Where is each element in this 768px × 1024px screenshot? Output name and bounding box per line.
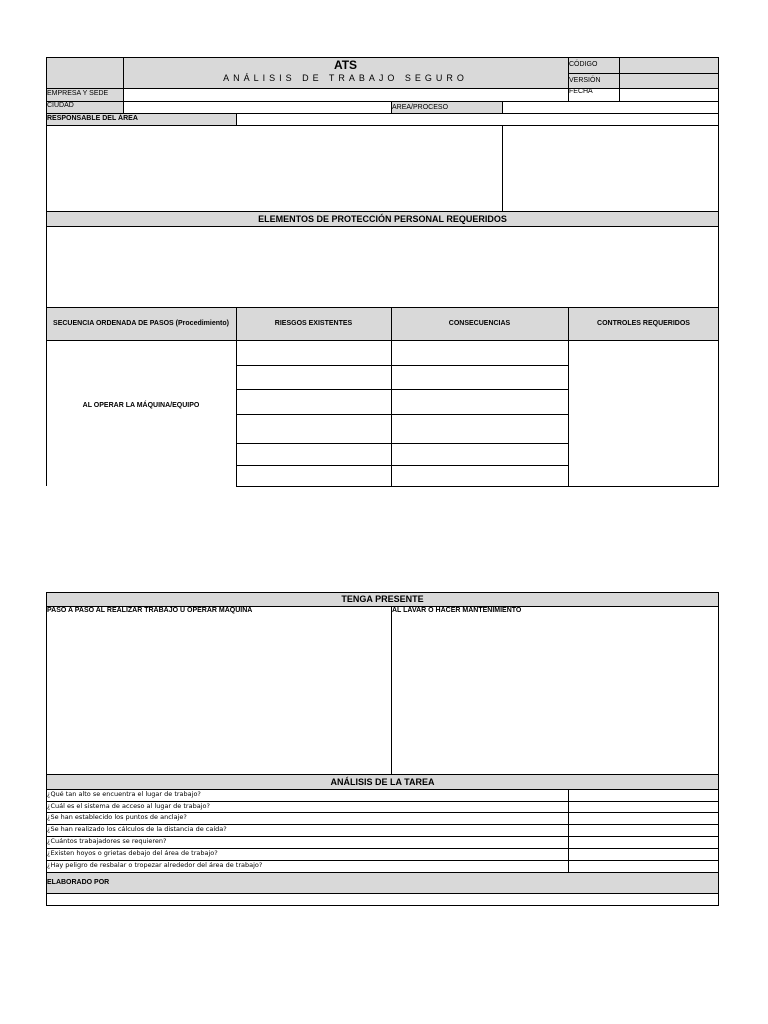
version-label: VERSIÓN — [569, 77, 601, 84]
description-area[interactable] — [47, 126, 502, 211]
answer-field-2[interactable] — [569, 802, 718, 812]
empresa-field[interactable] — [124, 89, 568, 101]
answer-field-6[interactable] — [569, 849, 718, 860]
answer-field-5[interactable] — [569, 837, 718, 848]
tenga-title: TENGA PRESENTE — [341, 594, 424, 604]
elaborado-field[interactable] — [47, 894, 718, 905]
question-2: ¿Cuál es el sistema de acceso al lugar de trabajo? — [47, 802, 210, 810]
tenga-right-field[interactable] — [392, 616, 718, 774]
analisis-title: ANÁLISIS DE LA TAREA — [330, 776, 435, 787]
answer-field-4[interactable] — [569, 825, 718, 836]
page-title: ATS — [333, 58, 358, 72]
version-field[interactable] — [620, 74, 718, 87]
question-4: ¿Se han realizado los cálculos de la distancia de caída? — [47, 825, 227, 833]
col-header-risks: RIESGOS EXISTENTES — [274, 320, 353, 327]
epp-field[interactable] — [47, 227, 718, 307]
question-7: ¿Hay peligro de resbalar o tropezar alrededor del área de trabajo? — [47, 861, 263, 869]
codigo-label: CÓDIGO — [569, 61, 598, 68]
question-5: ¿Cuántos trabajadores se requieren? — [47, 837, 167, 845]
area-label: AREA/PROCESO — [392, 104, 449, 111]
responsable-label: RESPONSABLE DEL ÁREA — [47, 115, 138, 122]
empresa-label: EMPRESA Y SEDE — [47, 90, 109, 97]
question-1: ¿Qué tan alto se encuentra el lugar de trabajo? — [47, 790, 201, 798]
col-header-steps: SECUENCIA ORDENADA DE PASOS (Procedimiento) — [53, 320, 229, 327]
page-subtitle: ANÁLISIS DE TRABAJO SEGURO — [223, 73, 468, 83]
col-header-consequences: CONSECUENCIAS — [448, 320, 511, 327]
epp-title: ELEMENTOS DE PROTECCIÓN PERSONAL REQUERIDOS — [258, 213, 507, 224]
question-6: ¿Existen hoyos o grietas debajo del área de trabajo? — [47, 849, 218, 857]
codigo-field[interactable] — [620, 58, 718, 73]
image-area[interactable] — [503, 126, 718, 211]
answer-field-7[interactable] — [569, 861, 718, 872]
fecha-field[interactable] — [620, 89, 718, 101]
fecha-label: FECHA — [569, 88, 593, 95]
answer-field-1[interactable] — [569, 790, 718, 801]
elaborado-label: ELABORADO POR — [47, 879, 110, 886]
ciudad-field[interactable] — [124, 102, 391, 113]
tenga-left-label: PASO A PASO AL REALIZAR TRABAJO U OPERAR MAQUINA — [47, 607, 253, 614]
area-field[interactable] — [503, 102, 718, 113]
col-header-controls: CONTROLES REQUERIDOS — [597, 320, 690, 327]
step-row-label: AL OPERAR LA MÁQUINA/EQUIPO — [82, 401, 200, 409]
responsable-field[interactable] — [237, 114, 718, 125]
tenga-right-label: AL LAVAR O HACER MANTENIMIENTO — [392, 607, 522, 614]
answer-field-3[interactable] — [569, 813, 718, 824]
ciudad-label: CIUDAD — [47, 102, 74, 109]
question-3: ¿Se han establecido los puntos de anclaje? — [47, 813, 187, 821]
tenga-left-field[interactable] — [47, 616, 391, 774]
